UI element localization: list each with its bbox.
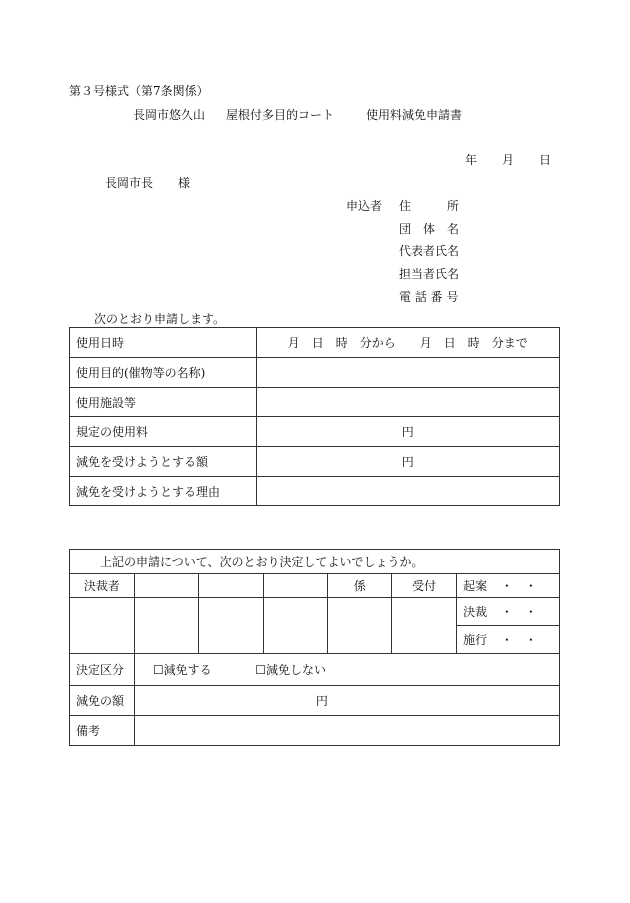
applicant-field-contact: 担当者氏名 — [399, 267, 460, 281]
stamp-cell[interactable] — [392, 598, 457, 654]
stamp-cell[interactable] — [198, 598, 263, 654]
table-row — [70, 574, 560, 598]
approver-label: 決裁者 — [70, 574, 135, 598]
intro-text: 次のとおり申請します。 — [94, 312, 226, 326]
stamp-header-cell — [263, 574, 328, 598]
table-row — [70, 654, 560, 686]
row-label: 減免を受けようとする理由 — [70, 477, 257, 506]
date-row-draft — [457, 574, 560, 598]
table-row — [70, 716, 560, 746]
form-number: 第３号様式（第7条関係） — [69, 84, 209, 98]
decision-label: 決定区分 — [70, 654, 135, 686]
row-label: 使用施設等 — [70, 388, 257, 417]
table-row — [70, 447, 560, 477]
date-row-enforcement — [457, 626, 560, 654]
table-row — [70, 358, 560, 388]
option-exempt-checkbox[interactable]: ☐減免する — [152, 663, 212, 677]
addressee-name: 長岡市長 — [105, 176, 154, 190]
date-month: 月 — [502, 153, 515, 167]
stamp-cell[interactable] — [328, 598, 392, 654]
doc-title-part2: 屋根付多目的コート — [226, 108, 335, 122]
staff-label: 係 — [328, 574, 392, 598]
table-row — [70, 417, 560, 447]
table-row — [70, 388, 560, 417]
doc-title-part3: 使用料減免申請書 — [366, 108, 463, 122]
request-table — [69, 327, 560, 506]
applicant-field-rep: 代表者氏名 — [399, 244, 460, 258]
row-value[interactable] — [256, 358, 559, 388]
row-label: 規定の使用料 — [70, 417, 257, 447]
amount-label: 減免の額 — [70, 686, 135, 716]
date-dots: ・ ・ — [500, 605, 537, 619]
date-dots: ・ ・ — [500, 579, 537, 593]
stamp-cell[interactable] — [134, 598, 198, 654]
decision-header: 上記の申請について、次のとおり決定してよいでしょうか。 — [70, 550, 560, 574]
date-row-approval — [457, 598, 560, 626]
row-value[interactable] — [256, 477, 559, 506]
amount-value[interactable]: 円 — [134, 686, 559, 716]
row-value[interactable]: 円 — [256, 447, 559, 477]
date-day: 日 — [539, 153, 552, 167]
stamp-header-cell — [198, 574, 263, 598]
row-value[interactable] — [256, 388, 559, 417]
date-label: 決裁 — [463, 605, 488, 619]
option-not-exempt-checkbox[interactable]: ☐減免しない — [255, 663, 327, 677]
date-label: 施行 — [463, 633, 488, 647]
row-label: 減免を受けようとする額 — [70, 447, 257, 477]
stamp-cell[interactable] — [70, 598, 135, 654]
row-label: 使用目的(催物等の名称) — [70, 358, 257, 388]
stamp-header-cell — [134, 574, 198, 598]
doc-title-part1: 長岡市悠久山 — [133, 108, 206, 122]
applicant-field-phone: 電 話 番 号 — [399, 290, 459, 304]
date-year: 年 — [465, 153, 478, 167]
reception-label: 受付 — [392, 574, 457, 598]
decision-options — [134, 654, 559, 686]
applicant-field-address: 住 所 — [399, 199, 460, 213]
row-value[interactable]: 円 — [256, 417, 559, 447]
date-dots: ・ ・ — [500, 633, 537, 647]
date-label: 起案 — [463, 579, 488, 593]
decision-table — [69, 549, 560, 746]
stamp-cell[interactable] — [263, 598, 328, 654]
row-value[interactable]: 月 日 時 分から 月 日 時 分まで — [256, 328, 559, 358]
table-row — [70, 598, 560, 626]
remarks-value[interactable] — [134, 716, 559, 746]
applicant-label: 申込者 — [346, 199, 383, 213]
row-label: 使用日時 — [70, 328, 257, 358]
table-row — [70, 686, 560, 716]
remarks-label: 備考 — [70, 716, 135, 746]
table-row — [70, 477, 560, 506]
table-row — [70, 328, 560, 358]
applicant-field-org: 団 体 名 — [399, 222, 460, 236]
table-row — [70, 550, 560, 574]
addressee-honorific: 様 — [178, 176, 191, 190]
